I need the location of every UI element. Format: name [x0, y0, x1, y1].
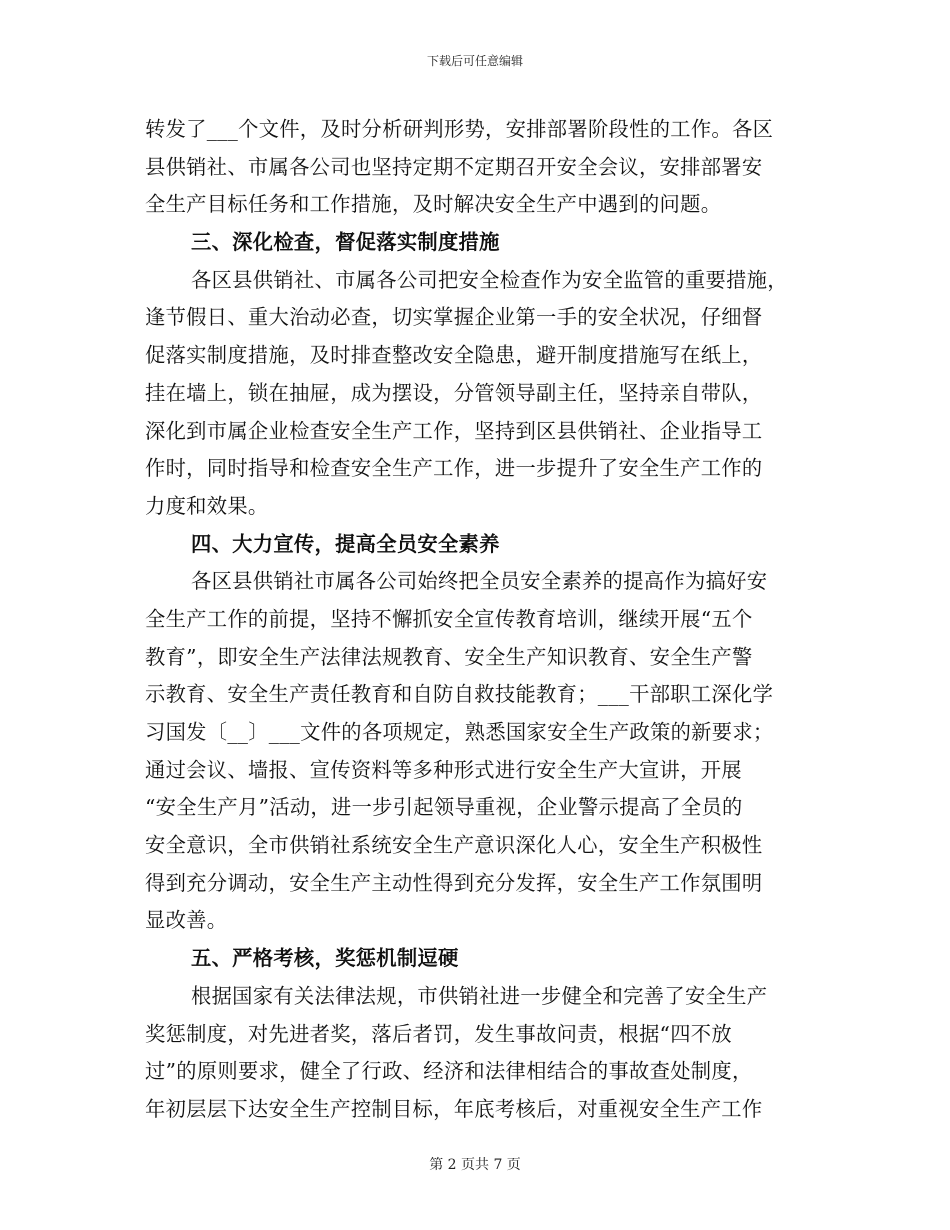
document-body	[145, 111, 805, 1129]
body-line: 通过会议、墙报、宣传资料等多种形式进行安全生产大宣讲，开展	[145, 757, 742, 782]
page-footer: 第 2 页共 7 页	[429, 1157, 521, 1173]
body-line: 促落实制度措施，及时排查整改安全隐患，避开制度措施写在纸上，	[145, 343, 763, 368]
body-line: 得到充分调动，安全生产主动性得到充分发挥，安全生产工作氛围明	[145, 870, 763, 895]
body-line: 挂在墙上，锁在抽屉，成为摆设，分管领导副主任，坚持亲自带队，	[145, 380, 763, 405]
body-line: 显改善。	[145, 908, 228, 933]
body-line: 逢节假日、重大治动必查，切实掌握企业第一手的安全状况，仔细督	[145, 305, 763, 330]
body-line: 习国发〔__〕___文件的各项规定，熟悉国家安全生产政策的新要求；	[145, 720, 774, 744]
section-heading-4: 四、大力宣传，提高全员安全素养	[191, 531, 500, 556]
body-line: 作时，同时指导和检查安全生产工作，进一步提升了安全生产工作的	[145, 456, 763, 481]
body-line: 示教育、安全生产责任教育和自防自救技能教育；___干部职工深化学	[145, 682, 774, 707]
body-line: 过”的原则要求，健全了行政、经济和法律相结合的事故查处制度，	[145, 1059, 753, 1084]
body-line: 奖惩制度，对先进者奖，落后者罚，发生事故问责，根据“四不放	[145, 1021, 732, 1046]
body-line: 各区县供销社市属各公司始终把全员安全素养的提高作为搞好安	[191, 569, 768, 594]
body-line: “安全生产月”活动，进一步引起领导重视，企业警示提高了全员的	[145, 795, 743, 820]
body-line: 全生产工作的前提，坚持不懈抓安全宣传教育培训，继续开展“五个	[145, 606, 753, 631]
body-line: 深化到市属企业检查安全生产工作，坚持到区县供销社、企业指导工	[145, 418, 763, 443]
body-line: 力度和效果。	[145, 493, 269, 518]
body-line: 各区县供销社、市属各公司把安全检查作为安全监管的重要措施，	[191, 267, 788, 292]
body-line: 全生产目标任务和工作措施，及时解决安全生产中遇到的问题。	[145, 192, 722, 217]
body-line: 教育”，即安全生产法律法规教育、安全生产知识教育、安全生产警	[145, 644, 753, 669]
body-line: 年初层层下达安全生产控制目标，年底考核后，对重视安全生产工作	[145, 1096, 763, 1121]
body-line: 根据国家有关法律法规，市供销社进一步健全和完善了安全生产	[191, 983, 768, 1008]
section-heading-3: 三、深化检查，督促落实制度措施	[191, 230, 500, 255]
page-header: 下载后可任意编辑	[426, 54, 523, 68]
body-line: 县供销社、市属各公司也坚持定期不定期召开安全会议，安排部署安	[145, 154, 763, 179]
body-line: 安全意识，全市供销社系统安全生产意识深化人心，安全生产积极性	[145, 833, 763, 858]
section-heading-5: 五、严格考核，奖惩机制逗硬	[191, 946, 459, 971]
body-line: 转发了___个文件，及时分析研判形势，安排部署阶段性的工作。各区	[145, 117, 774, 141]
